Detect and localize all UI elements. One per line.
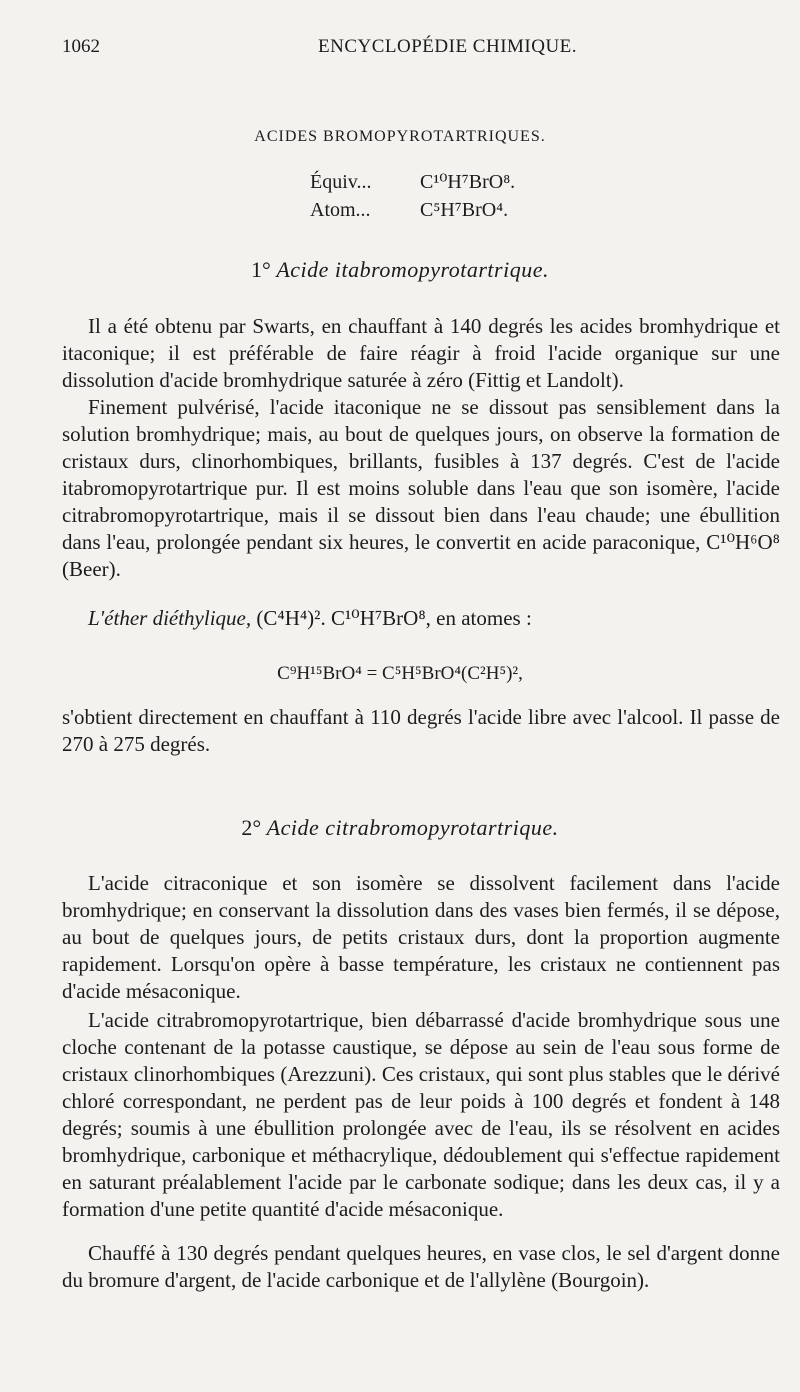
page-number: 1062: [62, 36, 100, 57]
formula-equiv: [310, 168, 515, 196]
paragraph-6: L'acide citrabromopyrotartrique, bien débarrassé d'acide bromhydrique sous une cloche contenant de la potasse caustique, se dépose au sein de l'eau sous forme de cristaux clinorhombiques (Arezzuni). Ces cristaux, qui sont plus stables que le dérivé chloré correspondant, ne perdent pas de leur poids à 100 degrés et fondent à 148 degrés; soumis à une ébullition prolongée avec de l'eau, ils se résolvent en acides bromhydrique, carbonique et méthacrylique, dédoublement qui s'effectue rapidement en saturant préalablement l'acide par le carbonate sodique; dans les deux cas, il y a formation d'une petite quantité d'acide mésaconique.: [62, 1008, 780, 1221]
subheading-2-title: Acide citrabromopyrotartrique.: [266, 815, 559, 840]
subheading-1-number: 1°: [251, 257, 271, 282]
subheading-1-title: Acide itabromopyrotartrique.: [276, 257, 549, 282]
paragraph-2: Finement pulvérisé, l'acide itaconique ne se dissout pas sensiblement dans la solution bromhydrique; mais, au bout de quelques jours, on observe la formation de cristaux durs, clinorhombiques, brillants, fusibles à 137 degrés. C'est de l'acide itabromopyrotartrique pur. Il est moins soluble dans l'eau que son isomère, l'acide citrabromopyrotartrique, mais il se dissout bien dans l'eau chaude; une ébullition dans l'eau, prolongée pendant six heures, le convertit en acide paraconique, C¹⁰H⁶O⁸ (Beer).: [62, 395, 780, 581]
paragraph-3: [62, 605, 780, 632]
section-title: ACIDES BROMOPYROTARTRIQUES.: [254, 128, 546, 145]
paragraph-4: s'obtient directement en chauffant à 110 degrés l'acide libre avec l'alcool. Il passe de 270 à 275 degrés.: [62, 705, 780, 756]
formula-equiv-label: Équiv...: [310, 171, 372, 193]
formula-block: [310, 168, 515, 224]
formula-equiv-value: C¹⁰H⁷BrO⁸.: [420, 171, 516, 193]
equation: C⁹H¹⁵BrO⁴ = C⁵H⁵BrO⁴(C²H⁵)²,: [277, 663, 523, 684]
paragraph-7: Chauffé à 130 degrés pendant quelques heures, en vase clos, le sel d'argent donne du bromure d'argent, de l'acide carbonique et de l'allylène (Bourgoin).: [62, 1241, 780, 1292]
paragraph-5: L'acide citraconique et son isomère se dissolvent facilement dans l'acide bromhydrique; en conservant la dissolution dans des vases bien fermés, il se dépose, au bout de quelques jours, de petits cristaux durs, dont la proportion augmente rapidement. Lorsqu'on opère à basse température, les cristaux ne contiennent pas d'acide mésaconique.: [62, 871, 780, 1003]
formula-atom-label: Atom...: [310, 199, 371, 221]
paragraph-3-italic: L'éther diéthylique,: [88, 606, 252, 630]
page-header: [62, 36, 760, 64]
paragraph-1: Il a été obtenu par Swarts, en chauffant à 140 degrés les acides bromhydrique et itaconique; il est préférable de faire réagir à froid l'acide organique sur une dissolution d'acide bromhydrique saturée à zéro (Fittig et Landolt).: [62, 314, 780, 392]
subheading-2: [0, 815, 800, 841]
formula-atom-value: C⁵H⁷BrO⁴.: [420, 199, 509, 221]
running-title: ENCYCLOPÉDIE CHIMIQUE.: [318, 36, 578, 57]
subheading-2-number: 2°: [241, 815, 262, 840]
subheading-1: [0, 257, 800, 283]
paragraph-3-rest: (C⁴H⁴)². C¹⁰H⁷BrO⁸, en atomes :: [251, 606, 532, 630]
formula-atom: [310, 196, 515, 224]
